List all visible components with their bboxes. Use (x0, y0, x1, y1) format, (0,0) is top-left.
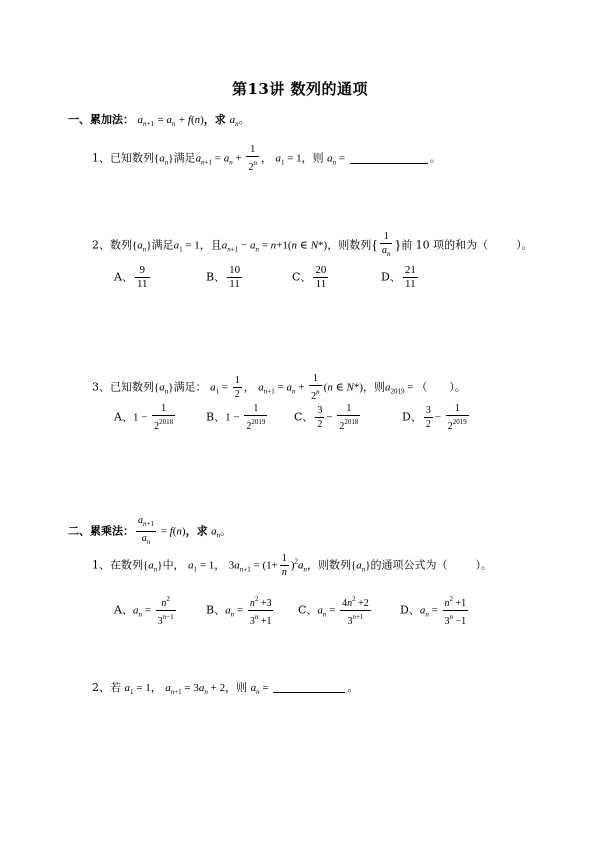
q1-2-mid2: ，且 (199, 238, 222, 252)
q2-1-mid2: ， (214, 558, 226, 572)
q1-2-option-c[interactable] (292, 264, 330, 291)
q2-1-option-b[interactable]: B、$a_n$ = $\frac{n^2 +3}{3^n +1}$ (206, 595, 272, 627)
q1-3-option-c[interactable]: C、 $\frac{3}{2}$ − $\frac{1}{2^{2018}}$ (294, 403, 359, 432)
q2-1-option-d[interactable]: D、$a_n$ = $\frac{n^2 +1}{3^n -1}$ (400, 595, 467, 627)
q1-1-mid1: 满足 (173, 151, 196, 165)
option-label: A、 (114, 603, 133, 617)
q1-1-mid2: ， (260, 151, 272, 165)
option-label: C、 (294, 410, 314, 424)
q1-2-mid3: ，则数列 (327, 238, 372, 252)
section-2-tail: ，求 (185, 524, 208, 538)
q1-3-mid2: ， (243, 380, 255, 394)
q1-1-mid3: ，则 (301, 151, 324, 165)
option-denominator: 11 (405, 278, 416, 290)
page-title: 第13讲 数列的通项 (231, 80, 369, 98)
section-2-heading: 二、累乘法： $\frac{a_{n+1}}{a_n}$ = f(n)，求 $a_n$。 (68, 515, 232, 546)
q2-1-option-c[interactable]: C、$a_n$ = $\frac{4n^2 +2}{3^{n+1}}$ (298, 595, 369, 627)
q1-1-end: 。 (429, 151, 441, 165)
option-label: D、 (381, 270, 401, 284)
section-2-end: 。 (220, 524, 232, 538)
option-label: C、 (298, 603, 318, 617)
q2-2-prefix: 2、若 (92, 681, 121, 694)
q2-2-mid2: ，则 (225, 681, 248, 694)
option-numerator: 9 (135, 264, 150, 278)
question-2-2: 2、若 $a_1 = 1$， $a_{n+1} = 3a_n + 2$，则 $a_n$ = 。 (92, 681, 359, 696)
question-2-1: 1、在数列$\{a_n\}$中， $a_1 = 1$， $3a_{n+1} = (1+$ $\frac{1}{n}$ )$^2a_n$，则数列$\{a_n\}$的通项公式为（ ）。 (92, 553, 493, 578)
section-2-label: 二、累乘法： (68, 524, 134, 538)
option-numerator: 21 (404, 264, 416, 276)
option-numerator: 20 (315, 264, 327, 276)
q1-3-end: （ ）。 (416, 380, 466, 394)
answer-blank[interactable] (350, 153, 428, 164)
q2-2-end: 。 (347, 681, 359, 694)
option-denominator: 11 (229, 278, 240, 290)
q1-2-prefix: 2、数列 (92, 238, 132, 252)
q1-3-prefix: 3、已知数列 (92, 380, 154, 394)
q1-1-prefix: 1、已知数列 (92, 151, 154, 165)
question-1-3: 3、已知数列$\{a_n\}$满足： $a_1$ = $\frac{1}{2}$ ， $a_{n+1} = a_n$ + $\frac{1}{2^n}$ (n ∈ N*)，则$a_{2019}$ = （ ）。 (92, 373, 466, 402)
option-label: A、 (114, 410, 133, 424)
q1-2-mid1: 满足 (151, 238, 174, 252)
q2-2-mid1: ， (150, 681, 162, 694)
q2-1-end: ）。 (475, 558, 493, 572)
option-label: D、 (402, 410, 422, 424)
section-1-heading: 一、累加法： $a_{n+1} = a_n + f(n)$，求 $a_n$。 (68, 113, 250, 128)
q1-2-option-a[interactable] (114, 264, 152, 291)
option-label: D、 (400, 603, 420, 617)
q1-2-mid4: 前 10 项的和为（ (401, 238, 489, 252)
option-denominator: 11 (136, 278, 148, 290)
option-label: B、 (206, 410, 226, 424)
option-denominator: 11 (315, 278, 327, 290)
q1-2-option-b[interactable] (206, 264, 244, 291)
option-numerator: 10 (229, 264, 241, 276)
q2-1-mid4: 的通项公式为（ (370, 558, 448, 572)
q1-3-option-a[interactable]: A、1 − $\frac{1}{2^{2018}}$ (114, 403, 174, 432)
q1-3-option-d[interactable]: D、 $\frac{3}{2}$ − $\frac{1}{2^{2019}}$ (402, 403, 467, 432)
section-1-label: 一、累加法： (68, 113, 134, 126)
q2-1-prefix: 1、在数列 (92, 558, 143, 572)
q1-3-mid3: ，则 (363, 380, 386, 394)
option-label: B、 (206, 270, 226, 284)
q1-2-end: ）。 (516, 238, 533, 252)
q1-2-option-d[interactable] (381, 264, 420, 291)
question-1-2: 2、数列$\{a_n\}$满足$a_1 = 1$，且$a_{n+1} - a_n = n+1(n$ ∈ N*)，则数列{ $\frac{1}{a_n}$ }前 10 项的和为（ ）。 (92, 231, 533, 258)
q1-3-option-b[interactable]: B、1 − $\frac{1}{2^{2019}}$ (206, 403, 266, 432)
answer-blank[interactable] (273, 682, 345, 693)
q2-1-mid1: 中， (162, 558, 185, 572)
option-label: A、 (114, 270, 133, 284)
q2-1-mid3: ，则数列 (306, 558, 351, 572)
q1-3-mid1: 满足： (173, 380, 207, 394)
option-label: B、 (206, 603, 226, 617)
q2-1-option-a[interactable]: A、$a_n$ = $\frac{n^2}{3^{n-1}}$ (114, 595, 174, 627)
option-label: C、 (292, 270, 312, 284)
question-1-1: 1、已知数列$\{a_n\}$满足$a_{n+1} = a_n$ + $\frac{1}{2^n}$ ， $a_1 = 1$，则 $a_n$ = 。 (92, 144, 441, 173)
